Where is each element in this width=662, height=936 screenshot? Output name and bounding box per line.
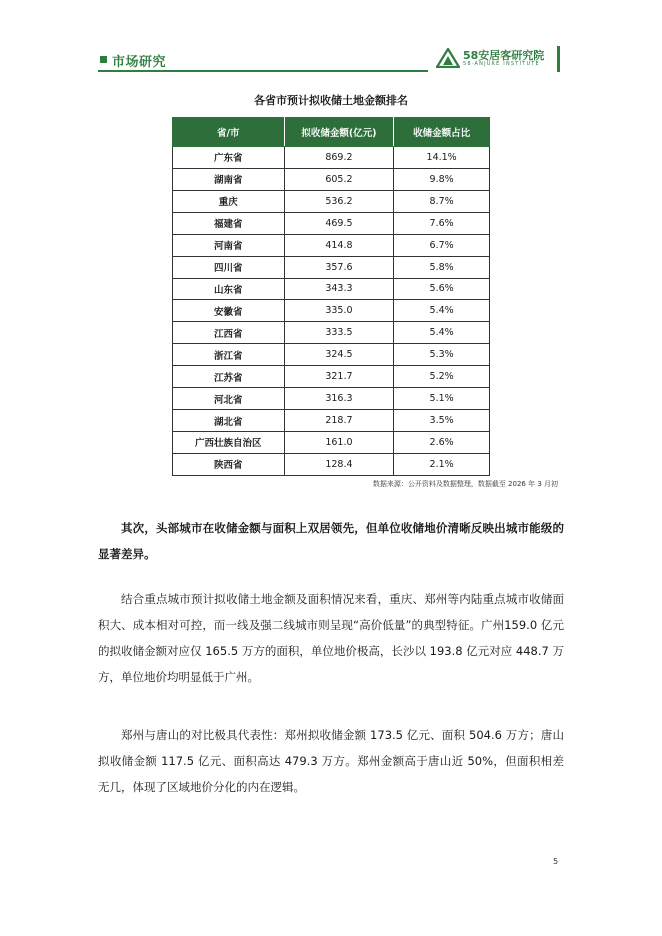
province-cell: 山东省 <box>173 278 285 300</box>
page-header <box>98 44 564 74</box>
amount-cell: 605.2 <box>284 168 394 190</box>
table-row <box>173 168 490 190</box>
table-row <box>173 300 490 322</box>
share-cell: 3.5% <box>394 410 490 432</box>
amount-cell: 316.3 <box>284 388 394 410</box>
amount-cell: 128.4 <box>284 453 394 475</box>
province-cell: 江西省 <box>173 322 285 344</box>
amount-cell: 335.0 <box>284 300 394 322</box>
share-cell: 9.8% <box>394 168 490 190</box>
table-row <box>173 256 490 278</box>
amount-cell: 321.7 <box>284 366 394 388</box>
amount-cell: 469.5 <box>284 212 394 234</box>
table-row <box>173 431 490 453</box>
amount-cell: 333.5 <box>284 322 394 344</box>
province-cell: 广东省 <box>173 147 285 169</box>
province-cell: 湖南省 <box>173 168 285 190</box>
header-accent-bar <box>557 46 560 72</box>
share-cell: 14.1% <box>394 147 490 169</box>
house-logo-icon <box>436 48 460 68</box>
province-cell: 广西壮族自治区 <box>173 431 285 453</box>
share-cell: 2.6% <box>394 431 490 453</box>
table-row <box>173 278 490 300</box>
share-cell: 5.2% <box>394 366 490 388</box>
share-cell: 6.7% <box>394 234 490 256</box>
table-row <box>173 388 490 410</box>
province-cell: 安徽省 <box>173 300 285 322</box>
share-cell: 5.4% <box>394 322 490 344</box>
share-cell: 5.1% <box>394 388 490 410</box>
share-cell: 8.7% <box>394 190 490 212</box>
table-row <box>173 366 490 388</box>
province-cell: 河北省 <box>173 388 285 410</box>
province-cell: 四川省 <box>173 256 285 278</box>
page-number: 5 <box>553 857 559 866</box>
amount-cell: 161.0 <box>284 431 394 453</box>
share-cell: 5.6% <box>394 278 490 300</box>
column-header: 拟收储金额(亿元) <box>284 118 394 147</box>
share-cell: 5.4% <box>394 300 490 322</box>
paragraph-comparison: 郑州与唐山的对比极具代表性：郑州拟收储金额 173.5 亿元、面积 504.6 万方；唐山拟收储金额 117.5 亿元、面积高达 479.3 万方。郑州金额高于唐山近 50%，但面积相差无几，体现了区域地价分化的内在逻辑。 <box>98 728 564 794</box>
section-marker <box>100 56 107 63</box>
table-row <box>173 453 490 475</box>
share-cell: 7.6% <box>394 212 490 234</box>
table-row <box>173 212 490 234</box>
amount-cell: 343.3 <box>284 278 394 300</box>
paragraph-key-point: 其次，头部城市在收储金额与面积上双居领先，但单位收储地价清晰反映出城市能级的显著差异。 <box>98 521 564 561</box>
data-source-note: 数据来源：公开资料及数据整理，数据截至 2026 年 3 月初 <box>372 480 558 488</box>
share-cell: 2.1% <box>394 453 490 475</box>
amount-cell: 324.5 <box>284 344 394 366</box>
table-row <box>173 322 490 344</box>
share-cell: 5.8% <box>394 256 490 278</box>
column-header: 省/市 <box>173 118 285 147</box>
table-row <box>173 410 490 432</box>
province-cell: 湖北省 <box>173 410 285 432</box>
logo-text: 58安居客研究院 <box>463 49 545 62</box>
province-cell: 福建省 <box>173 212 285 234</box>
table-row <box>173 190 490 212</box>
logo-subtitle: 58·ANJUKE INSTITUTE <box>463 61 540 67</box>
table-row <box>173 234 490 256</box>
brand-logo <box>436 44 564 74</box>
table-body <box>173 147 490 476</box>
share-cell: 5.3% <box>394 344 490 366</box>
amount-cell: 357.6 <box>284 256 394 278</box>
province-cell: 浙江省 <box>173 344 285 366</box>
paragraph-analysis: 结合重点城市预计拟收储土地金额及面积情况来看，重庆、郑州等内陆重点城市收储面积大、成本相对可控，而一线及强二线城市则呈现“高价低量”的典型特征。广州159.0 亿元的拟收储金额对应仅 165.5 万方的面积，单位地价极高，长沙以 193.8 亿元对应 448.7 万方，单位地价均明显低于广州。 <box>98 592 564 684</box>
column-header: 收储金额占比 <box>394 118 490 147</box>
table-row <box>173 344 490 366</box>
ranking-table <box>172 117 490 476</box>
province-cell: 江苏省 <box>173 366 285 388</box>
province-cell: 陕西省 <box>173 453 285 475</box>
amount-cell: 536.2 <box>284 190 394 212</box>
province-cell: 重庆 <box>173 190 285 212</box>
province-cell: 河南省 <box>173 234 285 256</box>
amount-cell: 869.2 <box>284 147 394 169</box>
table-row <box>173 147 490 169</box>
amount-cell: 218.7 <box>284 410 394 432</box>
table-header-row <box>173 118 490 147</box>
amount-cell: 414.8 <box>284 234 394 256</box>
header-rule <box>98 70 428 72</box>
section-title: 市场研究 <box>112 55 167 70</box>
table-title: 各省市预计拟收储土地金额排名 <box>254 94 408 107</box>
